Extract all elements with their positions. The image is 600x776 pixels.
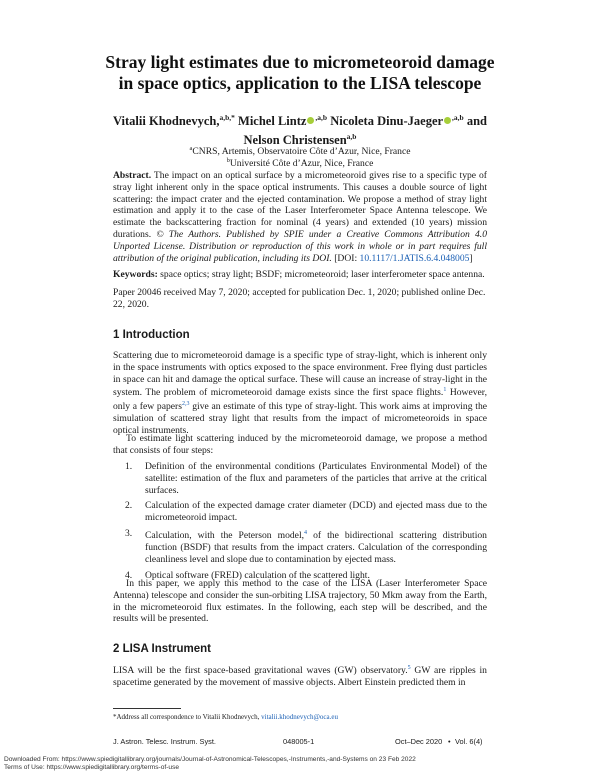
list-text: Calculation of the expected damage crater diameter (DCD) and ejected mass due to the micrometeoroid impact. (145, 500, 487, 524)
list-number: 4. (125, 569, 133, 581)
author-conjunction: and (466, 114, 487, 129)
list-number: 2. (125, 500, 133, 512)
title-line-2: in space optics, application to the LISA telescope (118, 73, 482, 93)
author-name: Nicoleta Dinu-Jaeger (330, 114, 444, 129)
intro-paragraph-1 (113, 350, 487, 437)
issue-date: Oct–Dec 2020 (395, 737, 443, 746)
list-text: of the bidirectional scattering distribution function (BSDF) that results from the impact craters. Calculation of the corresponding cleanliness level and slope due to contamination by ejected mass. (145, 530, 487, 565)
footer-bullet: • (448, 737, 451, 746)
lisa-paragraph-1 (113, 663, 487, 689)
keywords (113, 269, 487, 281)
journal-name: J. Astron. Telesc. Instrum. Syst. (113, 737, 216, 746)
author-affil-sup: ,a,b (315, 113, 328, 122)
list-number: 3. (125, 527, 133, 539)
affil-sup: b (226, 157, 230, 164)
license-text: © The Authors. Published by SPIE under a Creative Commons Attribution 4.0 Unported License. Distribution or reproduction of this work in whole or in part requires full attribution of the original publication, including its DOI. (113, 228, 487, 264)
abstract (113, 170, 487, 264)
paragraph-text: However, only a few papers (113, 387, 488, 413)
abstract-text: The impact on an optical surface by a micrometeoroid gives rise to a specific type of stray light inherent only in the space optical instruments. This causes a double source of light scattering: the impact crater and the ejected contamination. We propose a method of stray light estimation and apply it to the case of the Laser Interferometer Space Antenna telescope. We estimate the backscattering fraction for nominal (4 years) and extended (10 years) mission durations. (113, 170, 487, 240)
footnote-divider (113, 708, 181, 709)
correspondence-footnote (113, 713, 338, 721)
list-item (113, 500, 487, 524)
email-link[interactable]: vitalii.khodnevych@oca.eu (261, 713, 338, 721)
intro-paragraph-2: To estimate light scattering induced by the micrometeoroid damage, we propose a method that consists of four steps: (113, 433, 487, 456)
reference-link[interactable]: 4 (304, 529, 308, 536)
paragraph-text: Scattering due to micrometeoroid damage is a specific type of stray-light, which is inherent only in the space instruments with optics exposed to the space environment. Free flying dust particles in space can hit and damage the optical surface. These will cause an increase of stray-light in the system. The problem of micrometeoroid damage exists since the first space flights. (113, 350, 487, 399)
reference-link[interactable]: 5 (407, 665, 411, 671)
list-number: 1. (125, 461, 133, 472)
author-name: Nelson Christensen (243, 133, 347, 148)
affil-sup: a (189, 145, 193, 152)
method-steps-list (113, 461, 487, 585)
orcid-icon[interactable] (444, 117, 451, 124)
title-line-1: Stray light estimates due to micrometeoroid damage (105, 52, 495, 72)
list-item (113, 461, 487, 496)
author-affil-sup: a,b (346, 132, 357, 142)
affil-text: CNRS, Artemis, Observatoire Côte d’Azur, Nice, France (192, 146, 411, 158)
paragraph-text: give an estimate of this type of stray-light. This work aims at improving the simulation of scattered stray light that results from the impact of micrometeoroids in space optical instruments. (113, 401, 487, 437)
list-item (113, 528, 487, 566)
paragraph-text: GW are ripples in spacetime generated by the movement of massive objects. Albert Einstein predicted them in (113, 665, 487, 688)
received-dates: Paper 20046 received May 7, 2020; accepted for publication Dec. 1, 2020; published online Dec. 22, 2020. (113, 287, 486, 310)
doi-link[interactable]: 10.1117/1.JATIS.6.4.048005 (359, 252, 470, 264)
abstract-heading: Abstract. (113, 170, 152, 181)
doi-label: [DOI: (334, 252, 358, 264)
author-affil-sup: ,a,b (452, 113, 464, 122)
author-name: Michel Lintz (238, 114, 307, 129)
keywords-text: space optics; stray light; BSDF; micrometeoroid; laser interferometer space antenna. (160, 269, 485, 280)
list-text: Definition of the environmental conditions (Particulates Environmental Model) of the satellite: estimation of the flux and parameters of the particles that arrive at the critical surfaces. (145, 461, 487, 496)
article-number: 048005-1 (283, 737, 315, 746)
orcid-icon[interactable] (307, 117, 314, 124)
paper-title (60, 52, 540, 94)
affiliation-b (60, 155, 540, 170)
intro-paragraph-3: In this paper, we apply this method to the case of the LISA (Laser Interferometer Space Antenna) telescope and consider the sun-orbiting LISA trajectory, 50 Mkm away from the Earth, in the micrometeoroid flux estimates. In the following, each step will be described, and the results will be presented. (113, 578, 487, 625)
volume: Vol. 6(4) (455, 737, 483, 746)
section-heading-lisa-instrument: 2 LISA Instrument (113, 643, 211, 655)
section-heading-introduction: 1 Introduction (113, 329, 190, 341)
affil-text: Université Côte d’Azur, Nice, France (229, 158, 374, 170)
reference-link[interactable]: 2,3 (181, 401, 190, 408)
reference-link[interactable]: 1 (443, 387, 447, 394)
list-text: Optical software (FRED) calculation of the scattered light. (145, 569, 370, 581)
keywords-label: Keywords: (113, 269, 158, 280)
download-notice: Downloaded From: https://www.spiedigitallibrary.org/journals/Journal-of-Astronomical-Telescopes,-Instruments,-and-Systems on 23 Feb 2022 (4, 756, 416, 763)
terms-of-use-notice: Terms of Use: https://www.spiedigitallibrary.org/terms-of-use (4, 764, 180, 771)
paragraph-text: LISA will be the first space-based gravitational waves (GW) observatory. (113, 665, 408, 677)
author-name: Vitalii Khodnevych, (112, 114, 220, 129)
footnote-mark: * (113, 713, 117, 721)
doi-close: ] (469, 252, 473, 264)
footnote-text: Address all correspondence to Vitalii Khodnevych, (116, 713, 260, 721)
author-affil-sup: a,b,* (219, 113, 235, 122)
list-text: Calculation, with the Peterson model, (145, 530, 305, 542)
